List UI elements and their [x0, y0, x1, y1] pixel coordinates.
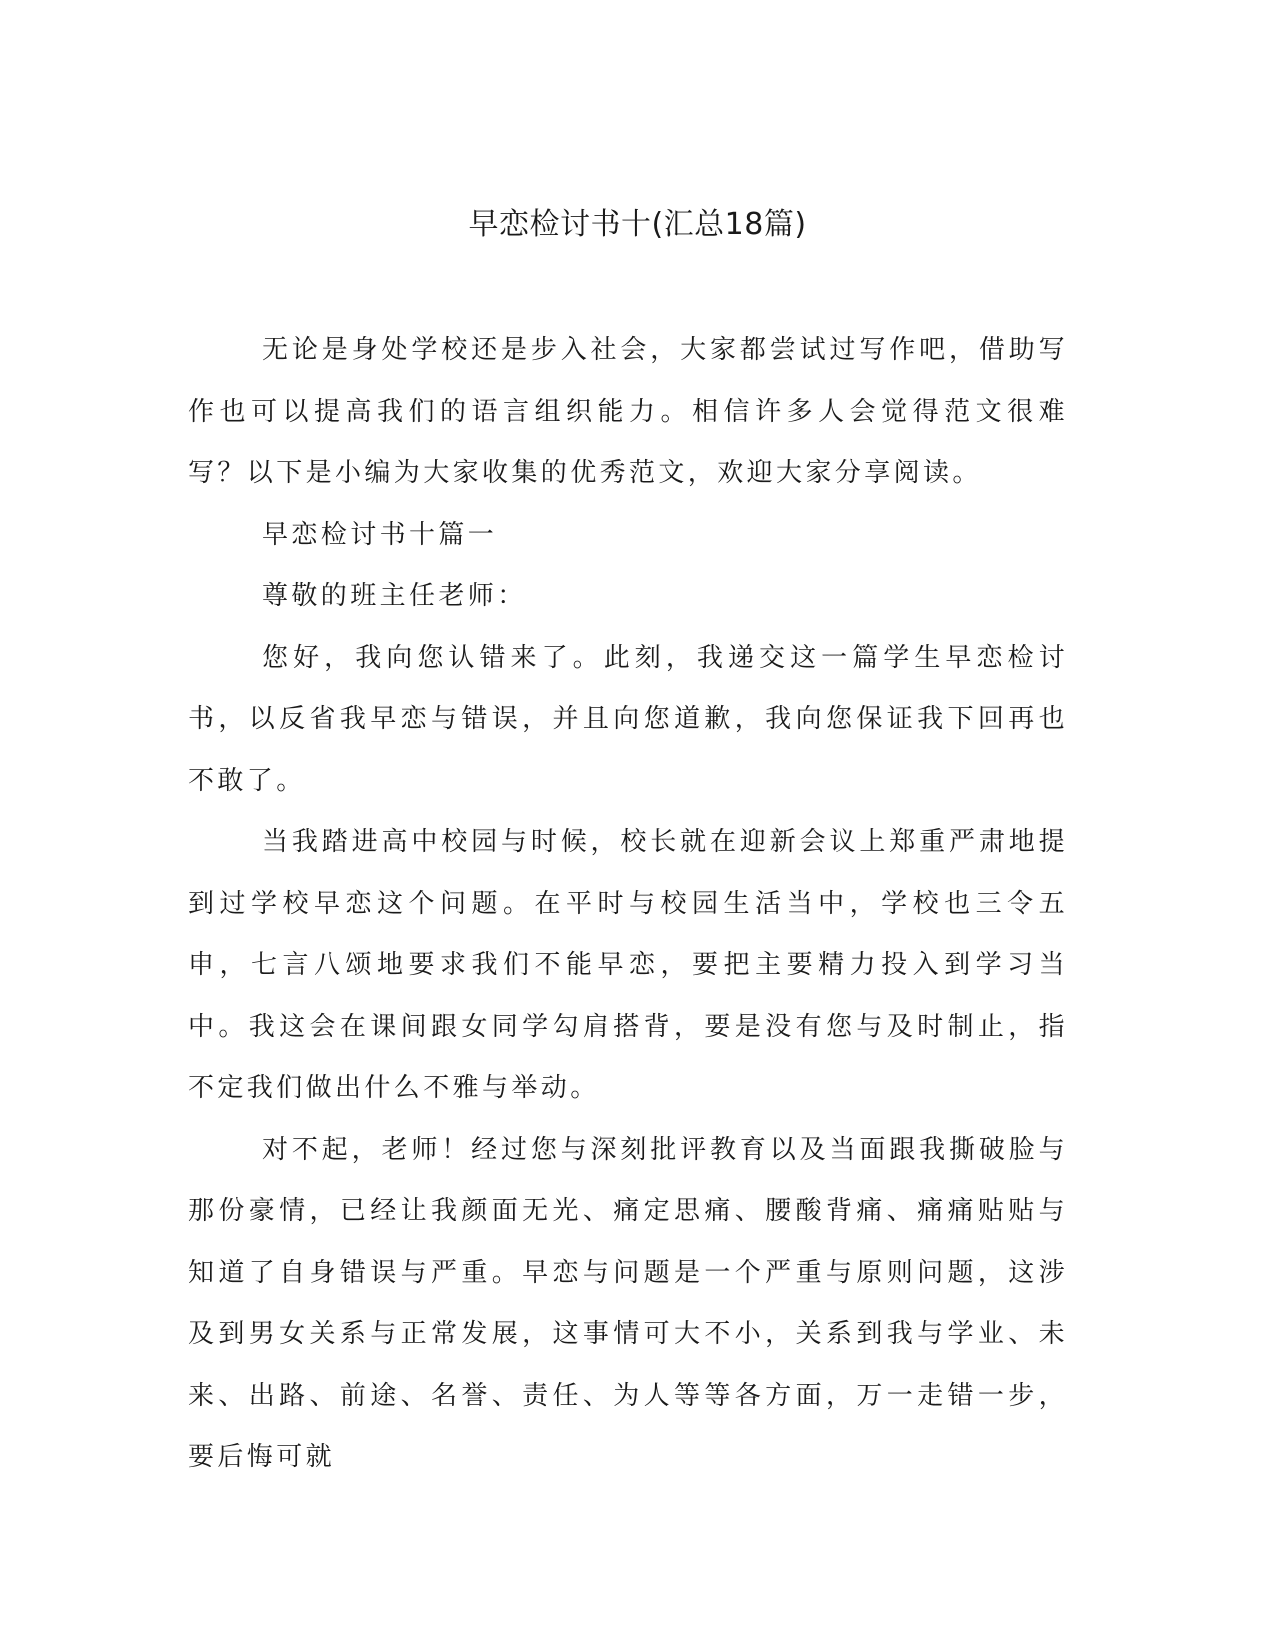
body-paragraph: 当我踏进高中校园与时候，校长就在迎新会议上郑重严肃地提到过学校早恋这个问题。在平时与校园生活当中，学校也三令五申，七言八颂地要求我们不能早恋，要把主要精力投入到学习当中。我这会在课间跟女同学勾肩搭背，要是没有您与及时制止，指不定我们做出什么不雅与举动。: [188, 827, 1068, 1103]
body-paragraph: 您好，我向您认错来了。此刻，我递交这一篇学生早恋检讨书，以反省我早恋与错误，并且向您道歉，我向您保证我下回再也不敢了。: [188, 642, 1068, 796]
document-title: 早恋检讨书十(汇总18篇): [468, 207, 807, 242]
document-body: [188, 320, 1068, 1489]
section-heading: 早恋检讨书十篇一: [262, 519, 498, 550]
body-paragraph: 对不起，老师！经过您与深刻批评教育以及当面跟我撕破脸与那份豪情，已经让我颜面无光、痛定思痛、腰酸背痛、痛痛贴贴与知道了自身错误与严重。早恋与问题是一个严重与原则问题，这涉及到男女关系与正常发展，这事情可大不小，关系到我与学业、未来、出路、前途、名誉、责任、为人等等各方面，万一走错一步，要后悔可就: [188, 1134, 1068, 1472]
intro-paragraph: 无论是身处学校还是步入社会，大家都尝试过写作吧，借助写作也可以提高我们的语言组织能力。相信许多人会觉得范文很难写？以下是小编为大家收集的优秀范文，欢迎大家分享阅读。: [188, 335, 1068, 488]
salutation: 尊敬的班主任老师：: [262, 581, 527, 611]
